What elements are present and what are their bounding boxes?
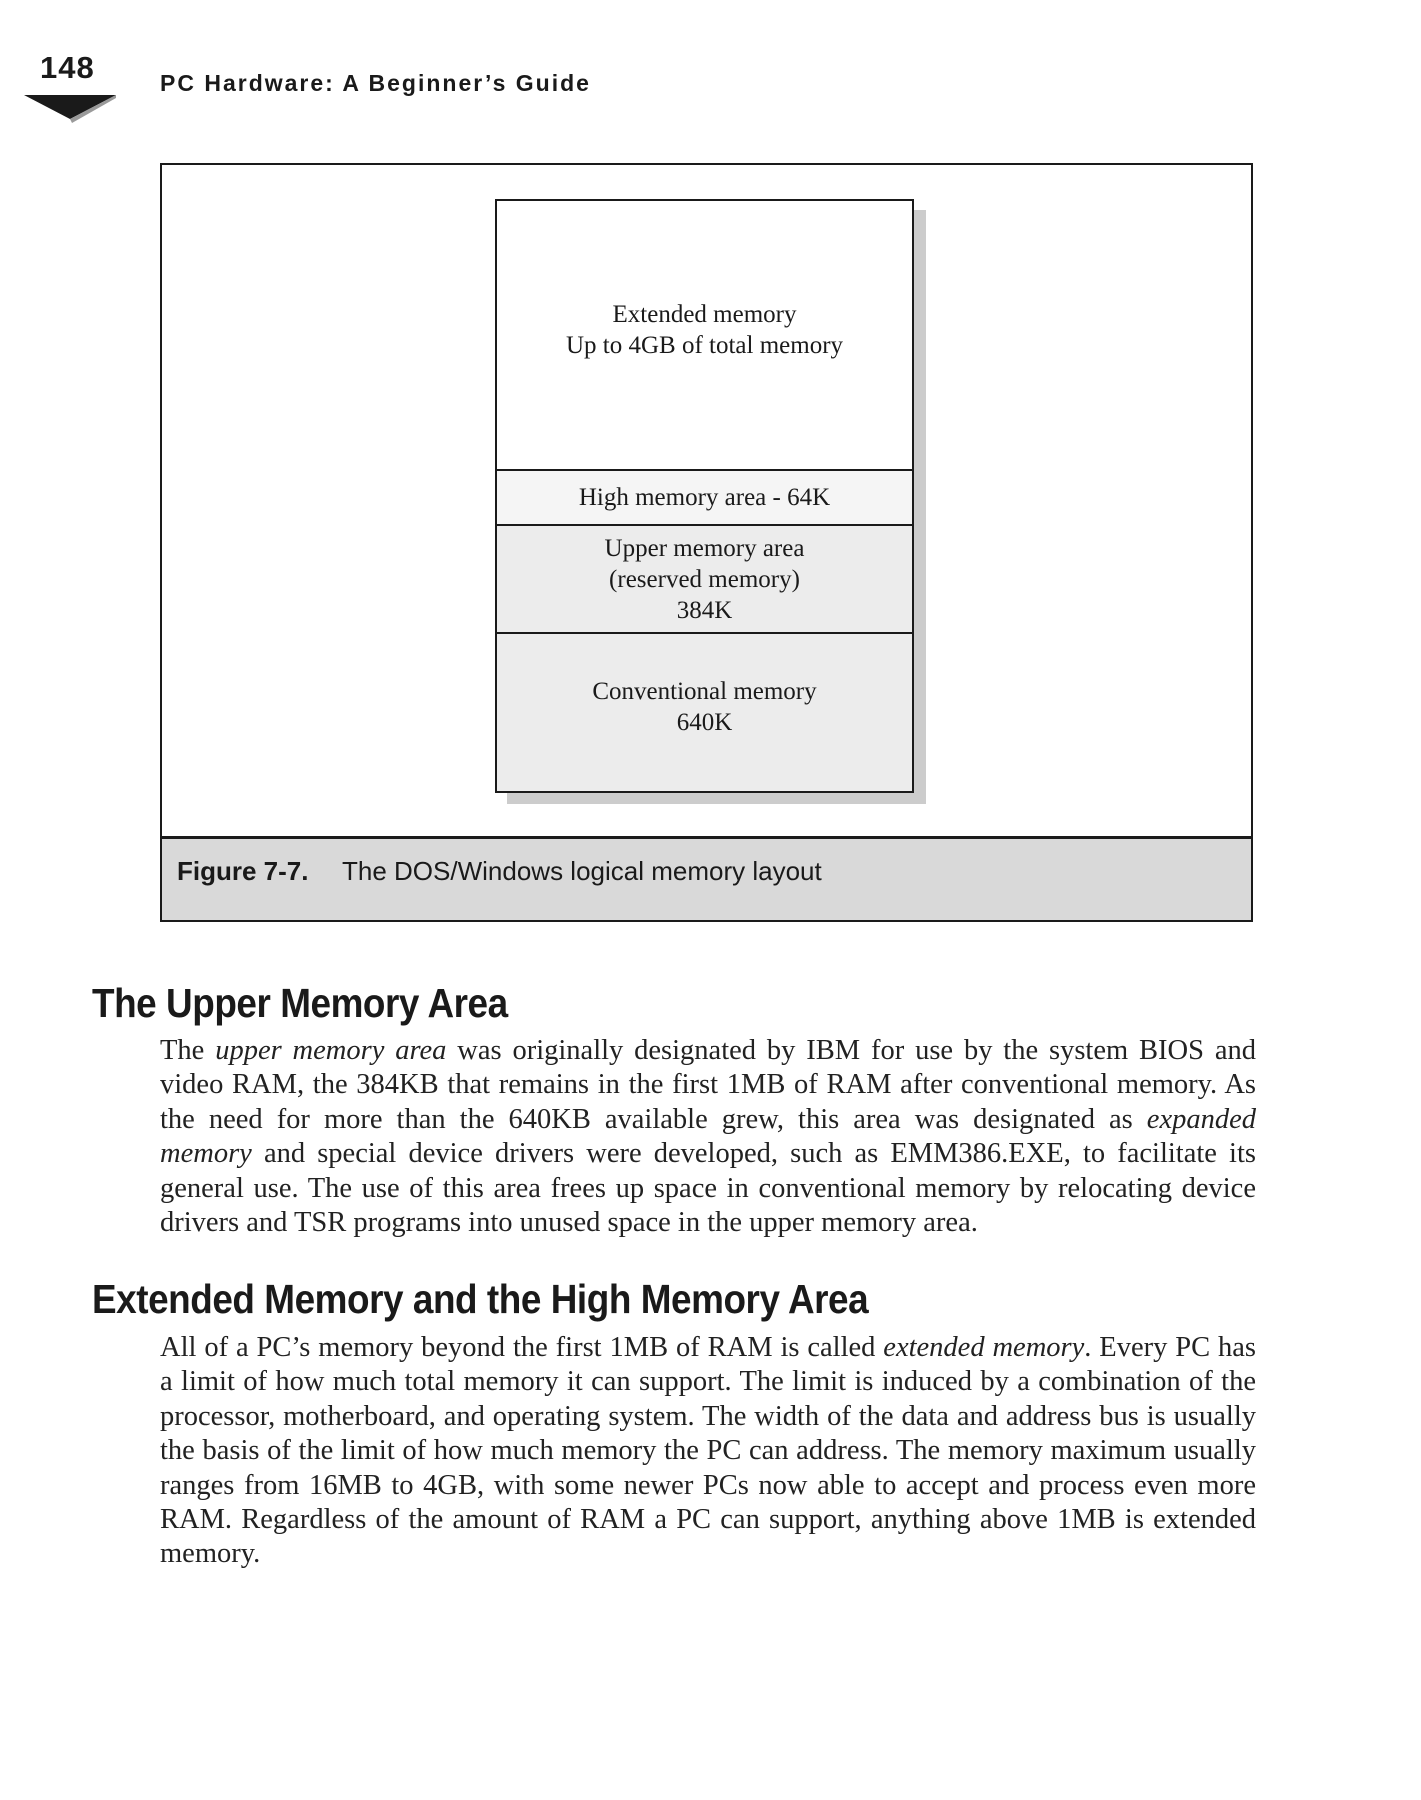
high-memory-label: High memory area - 64K — [578, 484, 831, 511]
figure-caption-label: Figure 7-7. — [177, 856, 309, 886]
high-memory-region — [497, 469, 912, 524]
upper-memory-region — [497, 524, 912, 632]
upper-memory-size: 384K — [676, 596, 733, 624]
memory-diagram — [162, 165, 1251, 839]
conventional-memory-region — [497, 632, 912, 791]
running-header: PC Hardware: A Beginner’s Guide — [160, 70, 591, 96]
page-arrow-icon — [24, 95, 116, 125]
paragraph-upper-memory: The upper memory area was originally designated by IBM for use by the system BIOS and video RAM, the 384KB that remains in the first 1MB of RAM after conventional memory. As the need for more than the 640KB available grew, this area was designated as expanded memory and special device drivers were developed, such as EMM386.EXE, to facilitate its general use. The use of this area frees up space in conventional memory by relocating device drivers and TSR programs into unused space in the upper memory area. — [160, 1035, 1256, 1239]
figure-caption-text: The DOS/Windows logical memory layout — [342, 856, 822, 886]
section-heading-extended-memory: Extended Memory and the High Memory Area — [92, 1276, 869, 1322]
extended-memory-region — [497, 201, 912, 469]
section-heading-upper-memory: The Upper Memory Area — [92, 980, 508, 1026]
figure — [160, 163, 1253, 922]
upper-memory-label: Upper memory area — [604, 534, 805, 562]
conventional-memory-label: Conventional memory — [592, 677, 817, 705]
paragraph-extended-memory: All of a PC’s memory beyond the first 1MB of RAM is called extended memory. Every PC has a limit of how much total memory it can support. The limit is induced by a combination of the processor, motherboard, and operating system. The width of the data and address bus is usually the basis of the limit of how much memory the PC can address. The memory maximum usually ranges from 16MB to 4GB, with some newer PCs now able to accept and process even more RAM. Regardless of the amount of RAM a PC can support, anything above 1MB is extended memory. — [160, 1332, 1257, 1570]
upper-memory-note: (reserved memory) — [609, 565, 800, 593]
conventional-memory-size: 640K — [676, 708, 733, 736]
figure-caption — [162, 836, 1251, 920]
memory-stack — [495, 199, 914, 793]
extended-memory-size: Up to 4GB of total memory — [565, 332, 844, 359]
extended-memory-label: Extended memory — [612, 301, 797, 328]
page-number: 148 — [40, 50, 95, 85]
